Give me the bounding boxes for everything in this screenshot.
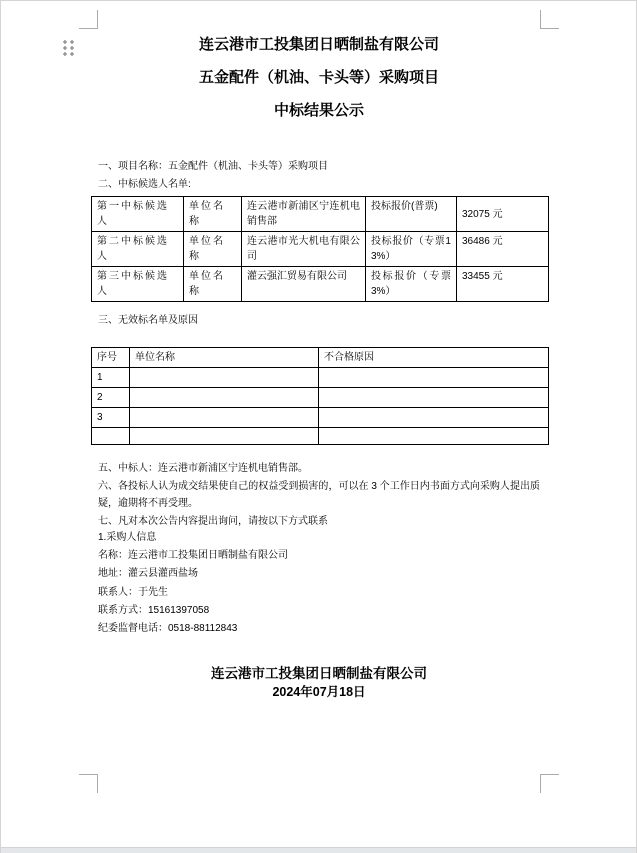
invalid-2-reason <box>319 388 549 408</box>
candidate-1-price: 32075 元 <box>457 197 549 232</box>
candidates-table <box>91 196 549 302</box>
candidate-2-price-label: 投标报价（专票13%） <box>366 232 457 267</box>
invalid-1-reason <box>319 368 549 388</box>
candidate-row-2 <box>92 232 549 267</box>
invalid-2-unit <box>130 388 319 408</box>
purchaser-info-block <box>98 529 540 638</box>
invalid-header-unit: 单位名称 <box>130 348 319 368</box>
candidate-2-rank: 第二中标候选人 <box>92 232 184 267</box>
section-7-inquiry: 七、凡对本次公告内容提出询问，请按以下方式联系 <box>98 515 328 527</box>
invalid-3-unit <box>130 408 319 428</box>
candidate-3-price: 33455 元 <box>457 267 549 302</box>
page-bottom-edge <box>1 847 637 853</box>
invalid-row-4 <box>92 428 549 445</box>
candidate-row-1 <box>92 197 549 232</box>
section-3-invalid-bids-heading-block <box>98 312 540 330</box>
candidate-1-price-label: 投标报价(普票) <box>366 197 457 232</box>
signature-date: 2024年07月18日 <box>272 685 366 699</box>
invalid-2-seq: 2 <box>92 388 130 408</box>
sections-5-6-7-block <box>98 460 540 530</box>
document-title-block <box>98 28 540 127</box>
candidate-3-rank: 第三中标候选人 <box>92 267 184 302</box>
candidate-1-company: 连云港市新浦区宁连机电销售部 <box>242 197 366 232</box>
candidate-1-rank: 第一中标候选人 <box>92 197 184 232</box>
section-3-invalid-bids-heading: 三、无效标名单及原因 <box>98 315 198 326</box>
margin-crop-mark-top-left <box>79 10 98 29</box>
doc-title-project: 五金配件（机油、卡头等）采购项目 <box>198 69 439 86</box>
invalid-header-seq: 序号 <box>92 348 130 368</box>
purchaser-address: 地址：灌云县灌西盐场 <box>98 568 198 580</box>
section-1-project-name: 一、项目名称：五金配件（机油、卡头等）采购项目 <box>98 161 328 172</box>
section-5-winner: 五、中标人：连云港市新浦区宁连机电销售部。 <box>98 463 308 474</box>
candidate-1-unit-label: 单位名称 <box>184 197 242 232</box>
invalid-3-seq: 3 <box>92 408 130 428</box>
margin-crop-mark-bottom-left <box>79 774 98 793</box>
purchaser-contact-person: 联系人：于先生 <box>98 586 168 598</box>
invalid-4-unit <box>130 428 319 445</box>
invalid-4-seq <box>92 428 130 445</box>
invalid-header-reason: 不合格原因 <box>319 348 549 368</box>
candidate-row-3 <box>92 267 549 302</box>
doc-title-company: 连云港市工投集团日晒制盐有限公司 <box>198 36 439 53</box>
margin-crop-mark-bottom-right <box>540 774 559 793</box>
candidate-2-unit-label: 单位名称 <box>184 232 242 267</box>
candidate-2-price: 36486 元 <box>457 232 549 267</box>
invalid-3-reason <box>319 408 549 428</box>
margin-crop-mark-top-right <box>540 10 559 29</box>
invalid-4-reason <box>319 428 549 445</box>
purchaser-phone: 联系方式：15161397058 <box>98 604 210 616</box>
candidate-3-price-label: 投标报价（专票3%） <box>366 267 457 302</box>
purchaser-name: 名称：连云港市工投集团日晒制盐有限公司 <box>98 550 288 562</box>
invalid-1-unit <box>130 368 319 388</box>
invalid-row-1 <box>92 368 549 388</box>
purchaser-info-heading: 1.采购人信息 <box>98 532 157 543</box>
invalid-row-2 <box>92 388 549 408</box>
purchaser-supervision-phone: 纪委监督电话：0518-88112843 <box>98 623 238 635</box>
doc-title-announcement: 中标结果公示 <box>273 102 364 119</box>
candidate-3-unit-label: 单位名称 <box>184 267 242 302</box>
section-project-name-block <box>98 158 540 194</box>
section-6-objection: 六、各投标人认为成交结果使自己的权益受到损害的，可以在 3 个工作日内书面方式向采购人提出质疑，逾期将不再受理。 <box>98 480 540 510</box>
candidate-2-company: 连云港市光大机电有限公司 <box>242 232 366 267</box>
table-move-handle-icon[interactable] <box>63 40 74 56</box>
invalid-table-header-row <box>92 348 549 368</box>
invalid-row-3 <box>92 408 549 428</box>
section-2-candidate-list-heading: 二、中标候选人名单: <box>98 178 191 190</box>
signature-block <box>98 664 540 701</box>
invalid-bids-table <box>91 347 549 445</box>
candidate-3-company: 灌云强汇贸易有限公司 <box>242 267 366 302</box>
signature-company: 连云港市工投集团日晒制盐有限公司 <box>211 666 427 681</box>
invalid-1-seq: 1 <box>92 368 130 388</box>
